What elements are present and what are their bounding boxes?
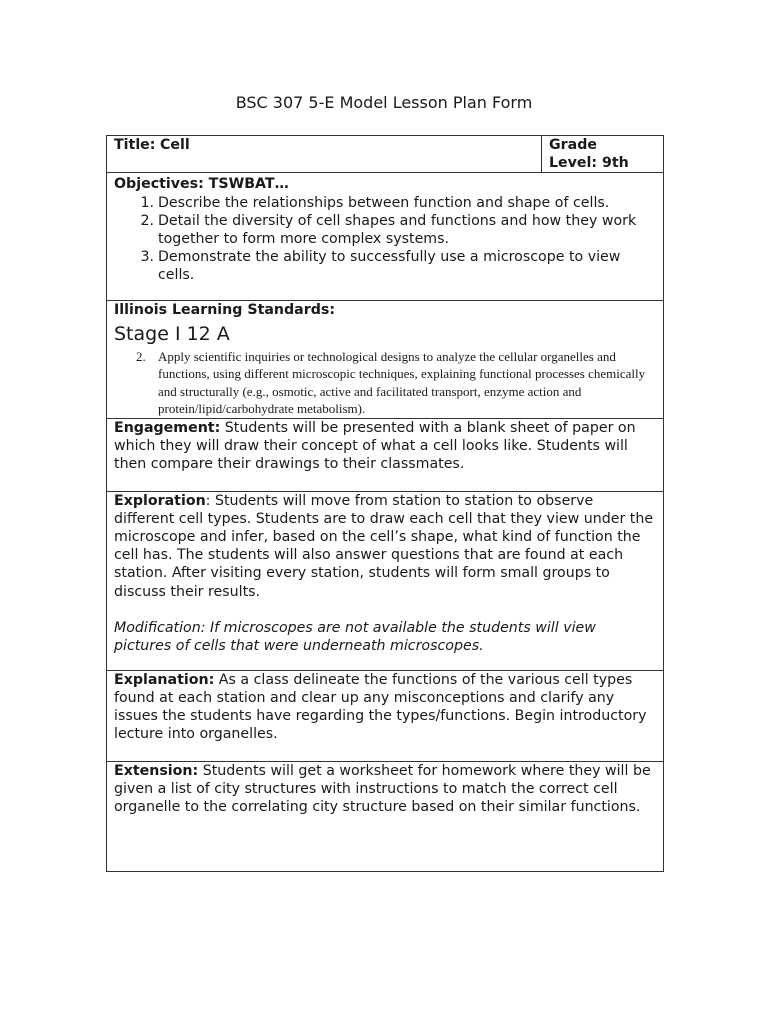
grade-label-line1: Grade	[549, 137, 597, 153]
objective-item	[140, 194, 656, 212]
standard-number: 2.	[136, 348, 146, 364]
objectives-row	[107, 173, 664, 301]
standards-label: Illinois Learning Standards:	[114, 302, 336, 319]
objective-text: Detail the diversity of cell shapes and functions and how they work together to form more complex systems.	[158, 212, 637, 248]
objective-number: 1.	[140, 194, 154, 211]
header-row	[107, 136, 664, 173]
grade-cell	[542, 136, 664, 173]
objectives-cell	[107, 173, 664, 301]
engagement-text: Students will be presented with a blank sheet of paper on which they will draw their concept of what a cell looks like. Students will then compare their drawings to their classmates.	[114, 419, 636, 473]
standards-row	[107, 301, 664, 418]
extension-label: Extension:	[114, 762, 199, 779]
explanation-text: As a class delineate the functions of the various cell types found at each station and clear up any misconceptions and clarify any issues the students have regarding the types/functions. Begin introductory lecture into organelles.	[114, 671, 647, 743]
explanation-label: Explanation:	[114, 671, 215, 688]
exploration-label: Exploration	[114, 492, 206, 509]
exploration-row	[107, 491, 664, 670]
standard-text: Apply scientific inquiries or technological designs to analyze the cellular organelles and functions, using different microscopic techniques, explaining functional processes chemically and structurally (e.g., osmotic, active and facilitated transport, enzyme action and protein/lipid/carbohydrate metabolism).	[158, 348, 646, 417]
exploration-modification: Modification: If microscopes are not available the students will view pictures of cells that were underneath microscopes.	[114, 619, 596, 655]
grade-label-line2: Level:	[549, 155, 598, 172]
extension-row	[107, 761, 664, 871]
grade-value: 9th	[602, 155, 629, 172]
objective-number: 3.	[140, 249, 154, 266]
title-value: Cell	[160, 137, 190, 153]
objectives-list	[114, 194, 656, 285]
objective-number: 2.	[140, 212, 154, 229]
explanation-row	[107, 670, 664, 761]
objective-text: Describe the relationships between function and shape of cells.	[158, 194, 610, 211]
engagement-cell	[107, 418, 664, 491]
standard-item	[114, 348, 656, 418]
lesson-plan-table	[106, 135, 664, 872]
objective-item	[140, 212, 656, 248]
standards-stage: Stage I 12 A	[114, 322, 230, 345]
objective-text: Demonstrate the ability to successfully use a microscope to view cells.	[158, 249, 621, 284]
title-cell	[107, 136, 542, 173]
objectives-label: Objectives: TSWBAT…	[114, 176, 289, 193]
engagement-label: Engagement:	[114, 419, 221, 436]
engagement-row	[107, 418, 664, 491]
explanation-cell	[107, 670, 664, 761]
document-title: BSC 307 5-E Model Lesson Plan Form	[235, 93, 533, 112]
exploration-cell	[107, 491, 664, 670]
standards-cell	[107, 301, 664, 418]
exploration-text: : Students will move from station to station to observe different cell types. Students are to draw each cell that they view under the microscope and infer, based on the cell’s shape, what kind of function the cell has. The students will also answer questions that are found at each station. After visiting every station, students will form small groups to discuss their results.	[114, 492, 654, 600]
extension-cell	[107, 761, 664, 871]
title-label: Title:	[114, 137, 156, 153]
objective-item	[140, 248, 656, 284]
extension-text: Students will get a worksheet for homework where they will be given a list of city structures with instructions to match the correct cell organelle to the correlating city structure based on their similar functions.	[114, 762, 651, 816]
